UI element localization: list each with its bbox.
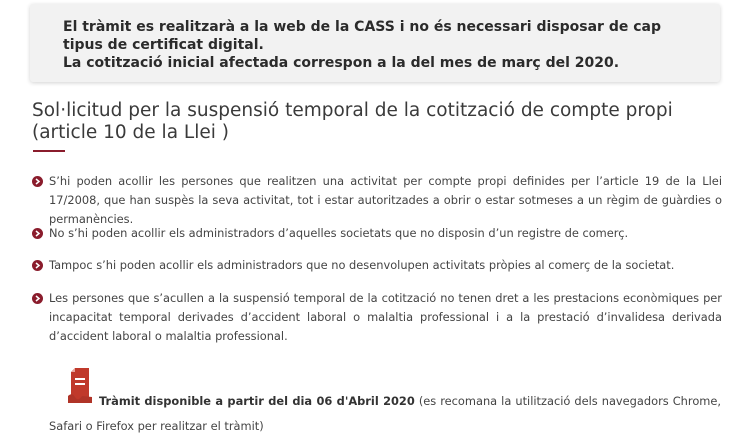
list-item	[32, 256, 722, 275]
info-notice	[30, 4, 720, 82]
availability-date: Tràmit disponible a partir del dia 06 d'Abril 2020	[99, 394, 415, 409]
chevron-right-icon	[32, 260, 43, 271]
availability-note	[49, 389, 721, 439]
chevron-right-icon	[32, 293, 43, 304]
list-item-text: No s’hi poden acollir els administradors d’aquelles societats que no disposin d’un registre de comerç.	[49, 226, 629, 240]
notice-line-1: El tràmit es realitzarà a la web de la CASS i no és necessari disposar de cap tipus de certificat digital.	[63, 19, 661, 53]
notice-line-2: La cotització inicial afectada correspon a la del mes de març del 2020.	[63, 55, 620, 71]
title-underline	[33, 150, 65, 152]
list-item-text: Tampoc s’hi poden acollir els administradors que no desenvolupen activitats pròpies al comerç de la societat.	[49, 258, 675, 272]
chevron-right-icon	[32, 176, 43, 187]
availability-browsers: (es recomana la utilització dels navegadors Chrome, Safari o Firefox per realitzar el tràmit)	[49, 394, 722, 434]
list-item	[32, 172, 722, 229]
section-title: Sol·licitud per la suspensió temporal de la cotització de compte propi (article 10 de la Llei )	[32, 100, 673, 143]
list-item	[32, 289, 722, 346]
chevron-right-icon	[32, 228, 43, 239]
list-item-text: Les persones que s’acullen a la suspensió temporal de la cotització no tenen dret a les prestacions econòmiques per incapacitat temporal derivades d’accident laboral o malaltia professional i a la prestació d’invalidesa derivada d’accident laboral o malaltia professional.	[49, 291, 722, 343]
list-item-text: S’hi poden acollir les persones que realitzen una activitat per compte propi definides per l’article 19 de la Llei 17/2008, que han suspès la seva activitat, tot i estar autoritzades a obrir o estar sotmeses a un règim de guàrdies o permanències.	[49, 174, 722, 226]
list-item	[32, 224, 722, 243]
